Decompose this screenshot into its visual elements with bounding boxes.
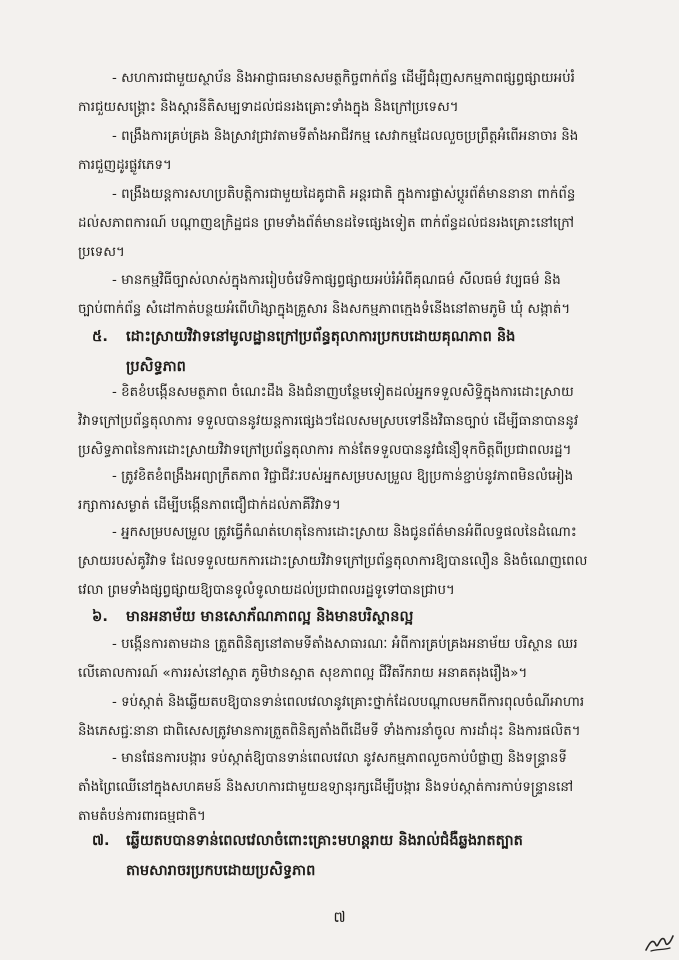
text-line: ប្រទេស។ [78, 245, 125, 260]
section-title: មានអនាម័យ មានសោភ័ណភាពល្អ និងមានបរិស្ថានល្អ [126, 608, 414, 625]
section-heading-6 [92, 602, 638, 632]
paragraph-public-hygiene [78, 630, 638, 688]
paragraph-mediator-capacity [78, 378, 638, 465]
paragraph-international-cooperation [78, 180, 638, 267]
text-line: វេលា ព្រមទាំងផ្សព្វផ្សាយឱ្យបានទូលំទូលាយដល់ប្រជាពលរដ្ឋទូទៅបានជ្រាប។ [78, 583, 455, 598]
section-number: ៦. [92, 608, 108, 625]
section-heading-5 [92, 322, 638, 382]
text-line: វិវាទក្រៅប្រព័ន្ធតុលាការ ទទួលបាននូវយន្តការផ្សេងៗដែលសមស្របទៅនឹងវិធានច្បាប់ ដើម្បីធានាបាននូវ [78, 414, 579, 429]
section-heading-7 [92, 826, 638, 886]
text-line: តាមតំបន់ការពារធម្មជាតិ។ [78, 809, 206, 824]
page-number: ៧ [333, 908, 346, 926]
paragraph-cooperation-education [78, 64, 638, 122]
paragraph-food-safety [78, 688, 638, 746]
text-line: - បង្កើនការតាមដាន ត្រួតពិនិត្យនៅតាមទីតាំងសាធារណៈ អំពីការគ្រប់គ្រងអនាម័យ បរិស្ថាន ឈរ [112, 637, 578, 652]
text-line: - ពង្រឹងការគ្រប់គ្រង និងស្រាវជ្រាវតាមទីតាំងអាជីវកម្ម សេវាកម្មដែលលួចប្រព្រឹត្តអំពើអនាចារ និង [112, 129, 579, 144]
text-line: ស្រាយរបស់គូវិវាទ ដែលទទួលយកការដោះស្រាយវិវាទក្រៅប្រព័ន្ធតុលាការឱ្យបានលឿន និងចំណេញពេល [78, 554, 588, 569]
text-line: លើគោលការណ៍ «ការរស់នៅស្អាត ភូមិឋានស្អាត សុខភាពល្អ ជីវិតរីករាយ អនាគតរុងរឿង»។ [78, 666, 528, 681]
text-line: - មានកម្មវិធីច្បាស់លាស់ក្នុងការរៀបចំវេទិកាផ្សព្វផ្សាយអប់រំអំពីគុណធម៌ សីលធម៌ វប្បធម៌ និង [112, 273, 561, 288]
section-title: ដោះស្រាយវិវាទនៅមូលដ្ឋានក្រៅប្រព័ន្ធតុលាការប្រកបដោយគុណភាព និង [126, 328, 516, 345]
text-line: - ទប់ស្កាត់ និងឆ្លើយតបឱ្យបានទាន់ពេលវេលានូវគ្រោះថ្នាក់ដែលបណ្តាលមកពីការពុលចំណីអាហារ [112, 695, 585, 710]
paragraph-mediator-records [78, 518, 638, 605]
handwritten-initial-mark [643, 930, 675, 954]
text-line: ប្រសិទ្ធភាពនៃការដោះស្រាយវិវាទក្រៅប្រព័ន្ធតុលាការ កាន់តែទទួលបាននូវជំនឿទុកចិត្តពីប្រជាពលរដ្ឋ។ [78, 443, 572, 458]
section-title: ឆ្លើយតបបានទាន់ពេលវេលាចំពោះគ្រោះមហន្តរាយ និងរាល់ជំងឺឆ្លងរាតត្បាត [126, 832, 523, 849]
paragraph-neutrality [78, 462, 638, 520]
text-line: - សហការជាមួយស្ថាប័ន និងអាជ្ញាធរមានសមត្ថកិច្ចពាក់ព័ន្ធ ដើម្បីជំរុញសកម្មភាពផ្សព្វផ្សាយអប់រំ [112, 71, 575, 86]
text-line: - ត្រូវខិតខំពង្រឹងអព្យាក្រឹតភាព វិជ្ជាជីវៈរបស់អ្នកសម្របសម្រួល ឱ្យប្រកាន់ខ្ជាប់នូវភាពមិនលំអៀង [112, 469, 574, 484]
text-line: ដល់សភាពការណ៍ បណ្តាញឧក្រិដ្ឋជន ព្រមទាំងព័ត៌មានដទៃផ្សេងទៀត ពាក់ព័ន្ធដល់ជនរងគ្រោះនៅក្រៅ [78, 216, 575, 231]
text-line: តាំងព្រៃឈើនៅក្នុងសហគមន៍ និងសហការជាមួយឧទ្យានុរក្សដើម្បីបង្ការ និងទប់ស្កាត់ការកាប់ទន្ទ្រាននៅ [78, 780, 574, 795]
text-line: - អ្នកសម្របសម្រួល ត្រូវធ្វើកំណត់ហេតុនៃការដោះស្រាយ និងជូនព័ត៌មានអំពីលទ្ធផលនៃដំណោះ [112, 525, 577, 540]
paragraph-business-inspection [78, 122, 638, 180]
text-line: ច្បាប់ពាក់ព័ន្ធ សំដៅកាត់បន្ថយអំពើហិង្សាក្នុងគ្រួសារ និងសកម្មភាពក្មេងទំនើងនៅតាមភូមិ ឃុំ សង្កាត់។ [78, 302, 571, 317]
text-line: - មានផែនការបង្ការ ទប់ស្កាត់ឱ្យបានទាន់ពេលវេលា នូវសកម្មភាពលួចកាប់បំផ្លាញ និងទន្ទ្រានទី [112, 751, 567, 766]
paragraph-forest-protection [78, 744, 638, 831]
section-number: ៥. [92, 328, 108, 345]
section-number: ៧. [92, 832, 110, 849]
text-line: និងភេសជ្ជៈនានា ជាពិសេសត្រូវមានការត្រួតពិនិត្យតាំងពីដើមទី ទាំងការនាំចូល ការដាំដុះ និងការផលិត។ [78, 724, 581, 739]
section-title-cont: តាមសារាចរប្រកបដោយប្រសិទ្ធភាព [126, 862, 316, 879]
text-line: - ពង្រឹងយន្តការសហប្រតិបត្តិការជាមួយដៃគូជាតិ អន្តរជាតិ ក្នុងការផ្លាស់ប្តូរព័ត៌មាននានា ពាក់ព័ន្ធ [112, 187, 576, 202]
text-line: - ខិតខំបង្កើនសមត្ថភាព ចំណេះដឹង និងជំនាញបន្ថែមទៀតដល់អ្នកទទួលសិទ្ធិក្នុងការដោះស្រាយ [112, 385, 574, 400]
text-line: ការជួយសង្គ្រោះ និងស្តារនីតិសម្បទាដល់ជនរងគ្រោះទាំងក្នុង និងក្រៅប្រទេស។ [78, 100, 459, 115]
text-line: រក្សាការសម្ងាត់ ដើម្បីបង្កើនភាពជឿជាក់ដល់ភាគីវិវាទ។ [78, 498, 341, 513]
text-line: ការជួញដូរផ្លូវភេទ។ [78, 158, 172, 173]
paragraph-moral-education-forum [78, 266, 638, 324]
section-title-cont: ប្រសិទ្ធភាព [126, 358, 186, 375]
